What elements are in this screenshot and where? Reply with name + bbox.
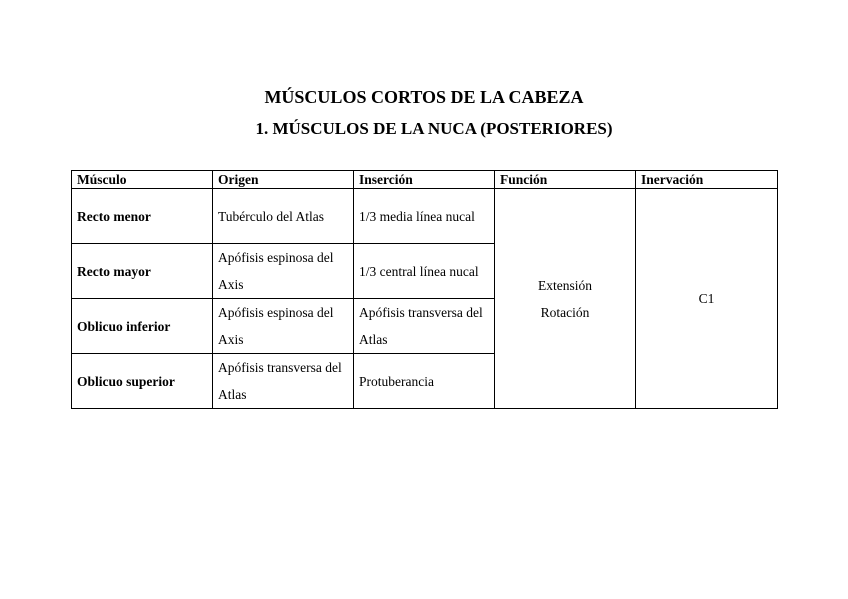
muscle-cell: Oblicuo inferior <box>72 299 213 354</box>
function-cell <box>495 189 636 409</box>
insertion-cell: Protuberancia <box>354 354 495 409</box>
insertion-cell: 1/3 media línea nucal <box>354 189 495 244</box>
insertion-cell: 1/3 central línea nucal <box>354 244 495 299</box>
muscles-table <box>71 170 778 409</box>
header-function: Función <box>495 171 636 189</box>
section-subtitle: 1. MÚSCULOS DE LA NUCA (POSTERIORES) <box>255 119 613 138</box>
muscle-cell: Recto menor <box>72 189 213 244</box>
function-line: Extensión <box>538 277 592 293</box>
header-muscle: Músculo <box>72 171 213 189</box>
insertion-cell: Apófisis transversa del Atlas <box>354 299 495 354</box>
innervation-cell: C1 <box>636 189 778 409</box>
function-line: Rotación <box>540 304 590 320</box>
table-header-row <box>72 171 778 189</box>
header-insertion: Inserción <box>354 171 495 189</box>
origin-cell: Apófisis transversa del Atlas <box>213 354 354 409</box>
header-innervation: Inervación <box>636 171 778 189</box>
origin-cell: Tubérculo del Atlas <box>213 189 354 244</box>
muscle-cell: Recto mayor <box>72 244 213 299</box>
muscle-cell: Oblicuo superior <box>72 354 213 409</box>
header-origin: Origen <box>213 171 354 189</box>
table-row <box>72 189 778 244</box>
document-title: MÚSCULOS CORTOS DE LA CABEZA <box>264 87 584 107</box>
origin-cell: Apófisis espinosa del Axis <box>213 299 354 354</box>
origin-cell: Apófisis espinosa del Axis <box>213 244 354 299</box>
